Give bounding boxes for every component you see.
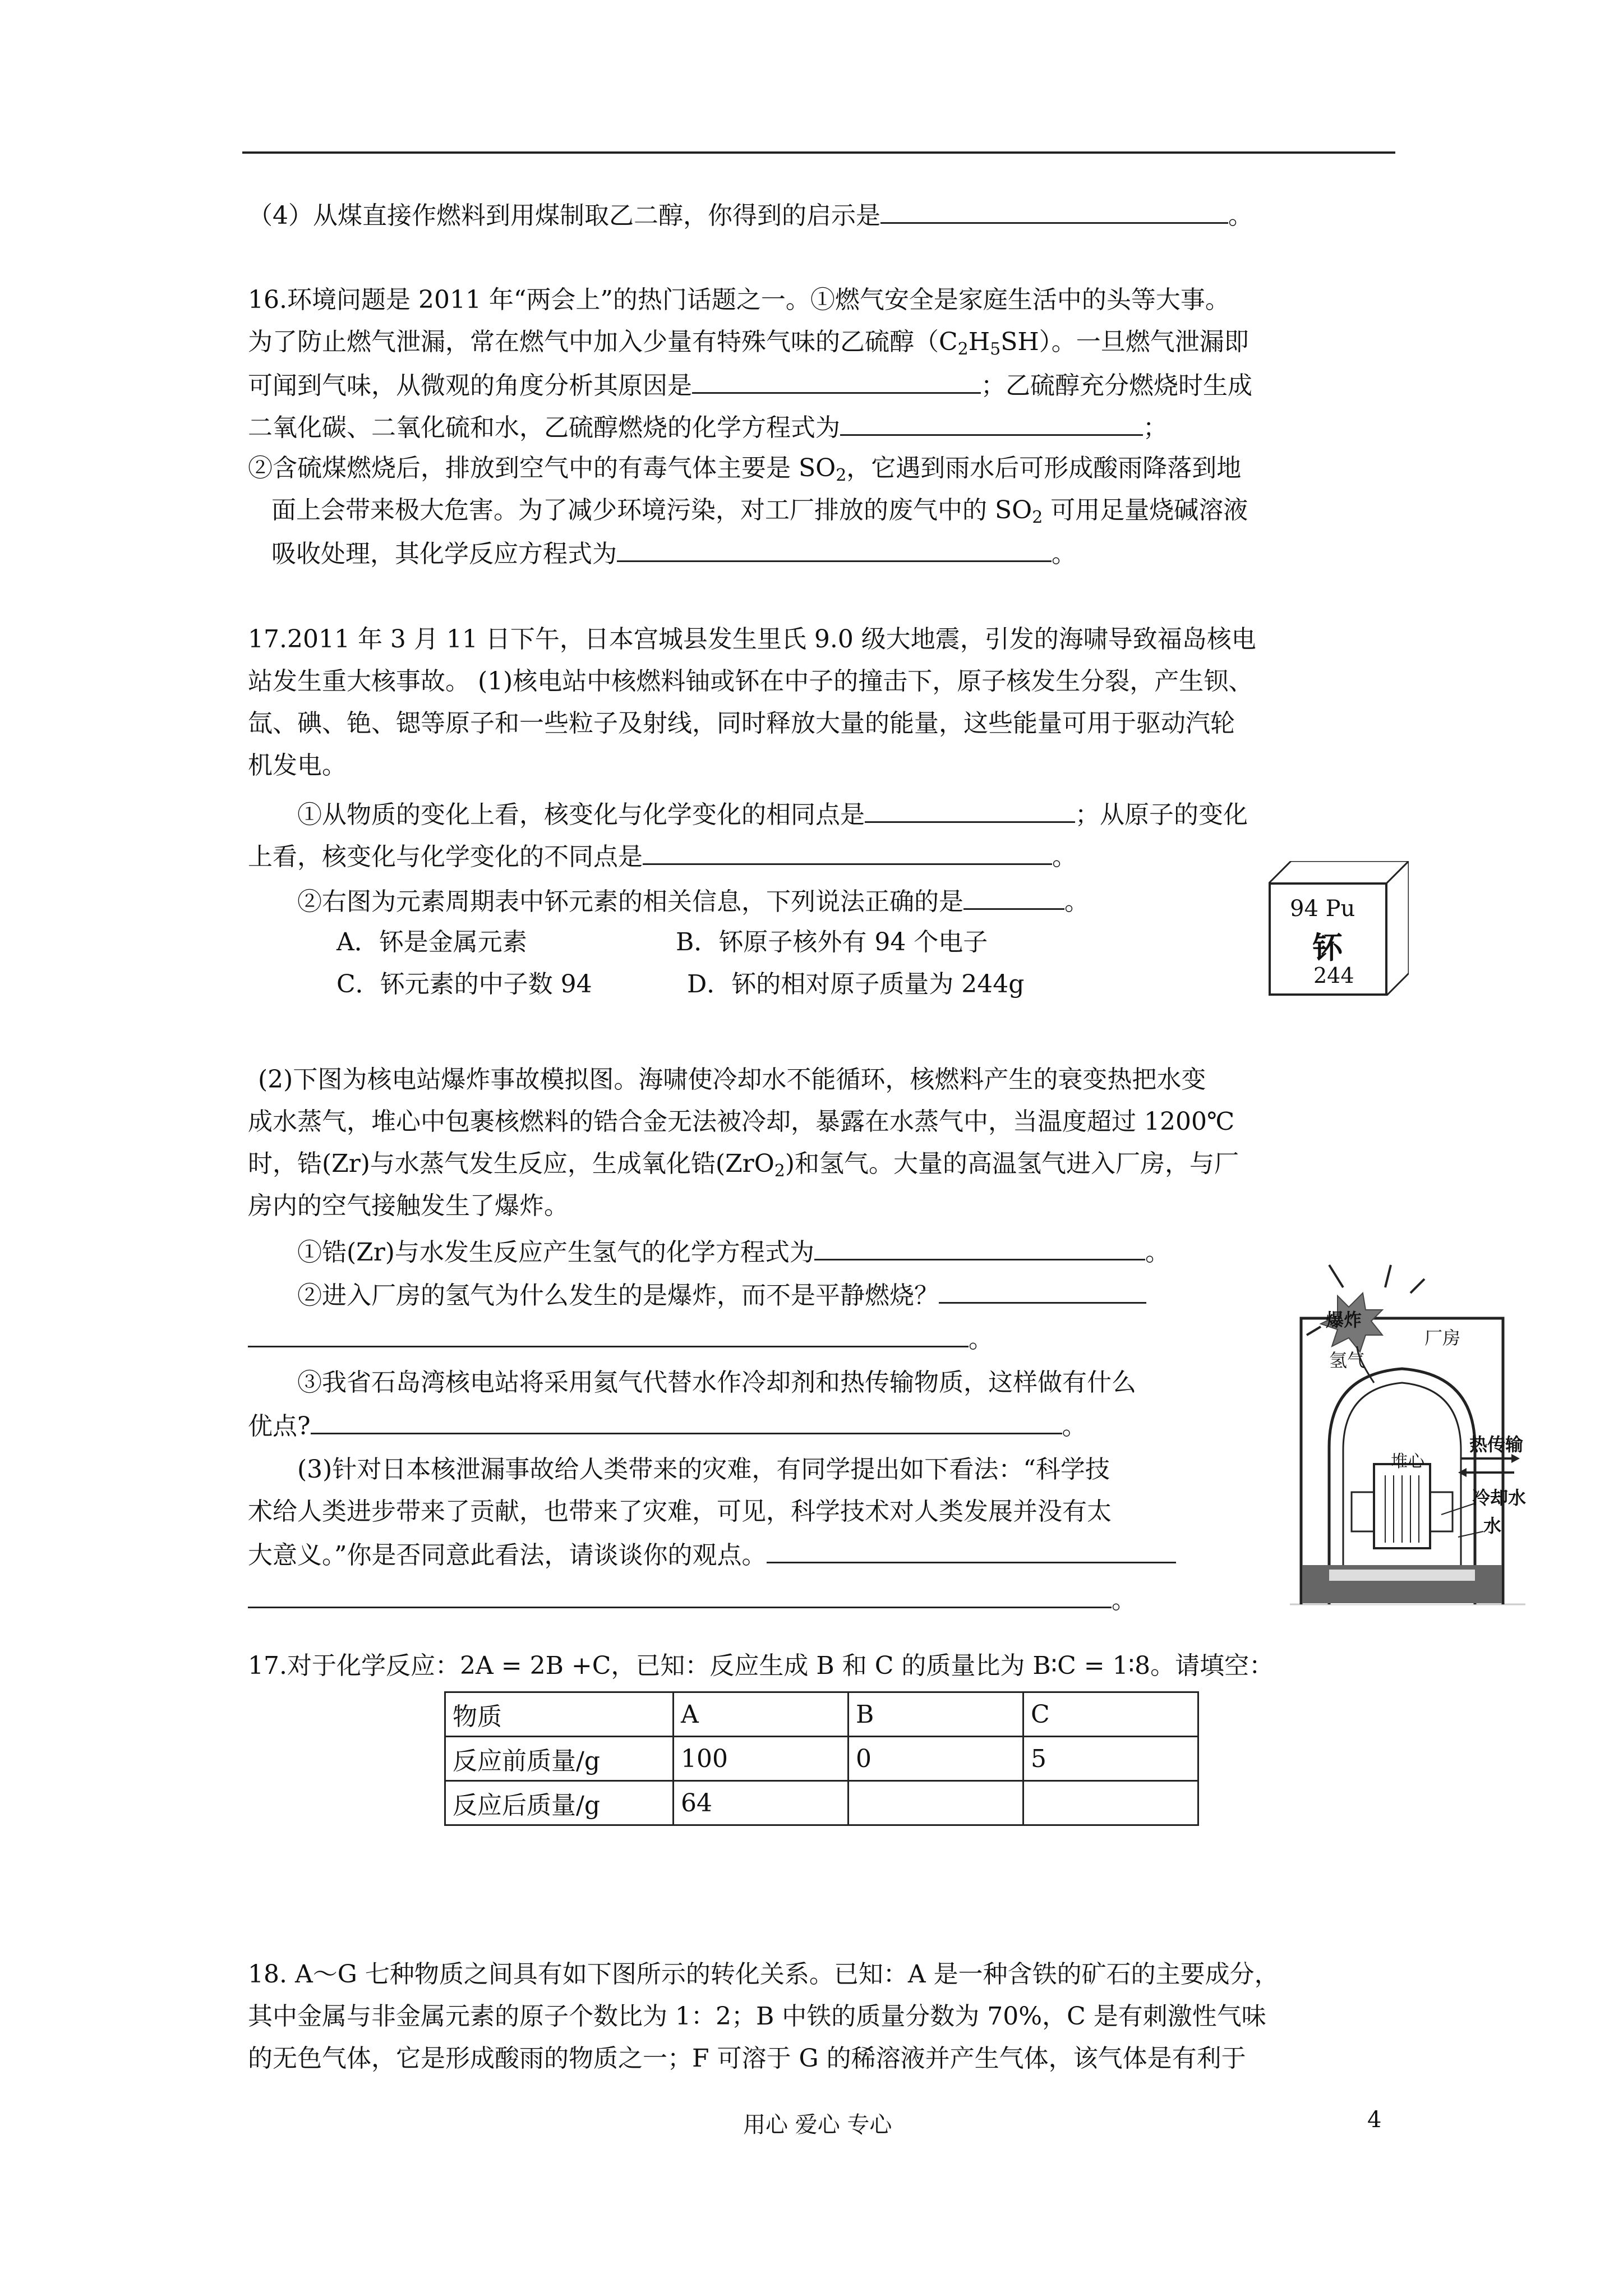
label-coolant-2: 水 <box>1483 1515 1502 1536</box>
text: 机发电。 <box>248 751 347 780</box>
q17-p2-q2 <box>297 1277 1146 1313</box>
text: 。 <box>1145 1238 1170 1267</box>
text: 可用足量烧碱溶液 <box>1043 496 1248 524</box>
plutonium-element-card <box>1269 861 1409 996</box>
text: )和氢气。大量的高温氢气进入厂房，与厂 <box>785 1149 1239 1178</box>
table-cell: 64 <box>674 1781 849 1825</box>
text: 氙、碘、铯、锶等原子和一些粒子及射线，同时释放大量的能量，这些能量可用于驱动汽轮 <box>248 709 1235 738</box>
q17-p2-line-1 <box>258 1063 1206 1097</box>
text: C．钚元素的中子数 94 <box>336 970 592 999</box>
text: 优点? <box>248 1412 311 1441</box>
subscript: 2 <box>774 1161 785 1181</box>
subscript: 2 <box>836 466 847 485</box>
text: 。 <box>1052 540 1076 568</box>
subscript: 5 <box>990 339 1001 359</box>
answer-blank[interactable] <box>767 1537 1176 1563</box>
text: ①从物质的变化上看，核变化与化学变化的相同点是 <box>297 800 865 829</box>
text: ①锆(Zr)与水发生反应产生氢气的化学方程式为 <box>297 1238 814 1267</box>
text: 16.环境问题是 2011 年“两会上”的热门话题之一。①燃气安全是家庭生活中的头等大事。 <box>248 286 1230 314</box>
answer-blank[interactable] <box>865 797 1075 823</box>
text: ；从原子的变化 <box>1075 800 1248 829</box>
text: 面上会带来极大危害。为了减少环境污染，对工厂排放的废气中的 SO <box>271 496 1032 524</box>
element-name: 钚 <box>1312 930 1343 965</box>
q17-option-d <box>687 968 1024 1001</box>
mass-table <box>444 1691 1199 1826</box>
label-coolant-1: 冷却水 <box>1472 1487 1527 1508</box>
text: ； <box>1143 413 1168 442</box>
q18-line-2 <box>248 2000 1266 2033</box>
table-cell-answer[interactable] <box>1023 1781 1198 1825</box>
q17-line-4 <box>248 749 347 783</box>
text: 其中金属与非金属元素的原子个数比为 1：2；B 中铁的质量分数为 70%，C 是有刺激性气味 <box>248 2002 1266 2031</box>
text: 的无色气体，它是形成酸雨的物质之一；F 可溶于 G 的稀溶液并产生气体，该气体是有利于 <box>248 2044 1246 2073</box>
header-rule <box>242 151 1395 154</box>
text: 17.对于化学反应：2A = 2B +C，已知：反应生成 B 和 C 的质量比为 B∶C = 1∶8。请填空： <box>248 1651 1274 1680</box>
q17b-stem <box>248 1649 1274 1683</box>
text: SH）。一旦燃气泄漏即 <box>1000 328 1249 356</box>
table-header-row <box>445 1692 1198 1737</box>
element-number-symbol: 94 Pu <box>1290 896 1355 922</box>
text: 术给人类进步带来了贡献，也带来了灾难，可见，科学技术对人类发展并没有太 <box>248 1497 1112 1526</box>
q17-p2-q3 <box>297 1366 1136 1400</box>
answer-blank[interactable] <box>814 1234 1145 1260</box>
q17-option-a <box>336 926 527 959</box>
text: 可闻到气味，从微观的角度分析其原因是 <box>248 371 692 400</box>
q17-line-6 <box>248 839 1077 874</box>
answer-blank[interactable] <box>643 839 1052 865</box>
label-plant: 厂房 <box>1424 1327 1461 1349</box>
table-cell: 0 <box>849 1737 1023 1781</box>
page-number: 4 <box>1367 2107 1382 2133</box>
table-cell: 反应后质量/g <box>445 1781 674 1825</box>
text: 二氧化碳、二氧化硫和水，乙硫醇燃烧的化学方程式为 <box>248 413 840 442</box>
text: 大意义。”你是否同意此看法，请谈谈你的观点。 <box>248 1541 767 1570</box>
text: 上看，核变化与化学变化的不同点是 <box>248 843 643 871</box>
q16-line-5 <box>248 452 1241 493</box>
label-heat-transfer: 热传输 <box>1469 1434 1524 1455</box>
q16-line-1 <box>248 283 1230 317</box>
answer-blank[interactable] <box>692 367 981 394</box>
answer-blank[interactable] <box>939 1277 1146 1304</box>
table-cell: 反应前质量/g <box>445 1737 674 1781</box>
answer-blank[interactable] <box>963 884 1064 910</box>
table-header-cell: C <box>1023 1692 1198 1737</box>
q17-p3-line-3 <box>248 1537 1176 1572</box>
text: 吸收处理，其化学反应方程式为 <box>271 540 617 568</box>
q17-p2-q3-cont <box>248 1408 1087 1443</box>
text: ，它遇到雨水后可形成酸雨降落到地 <box>846 454 1242 482</box>
subscript: 2 <box>957 339 969 359</box>
footer-motto: 用心 爱心 专心 <box>743 2112 892 2138</box>
table-header-cell: 物质 <box>445 1692 674 1737</box>
text: 。 <box>1052 843 1077 871</box>
text: 。 <box>1064 887 1089 916</box>
answer-blank[interactable] <box>248 1582 1112 1608</box>
answer-blank[interactable] <box>311 1408 1062 1434</box>
q16-line-3 <box>248 367 1252 403</box>
text: A．钚是金属元素 <box>336 928 527 956</box>
text: ；乙硫醇充分燃烧时生成 <box>981 371 1252 400</box>
text: D．钚的相对原子质量为 244g <box>687 970 1025 999</box>
q18-line-1 <box>248 1958 1279 1991</box>
q17-option-b <box>676 926 988 959</box>
punct: 。 <box>1228 201 1253 230</box>
q18-line-3 <box>248 2042 1246 2076</box>
table-row <box>445 1781 1198 1825</box>
q17-line-5 <box>297 797 1248 832</box>
table-row <box>445 1737 1198 1781</box>
q17-line-1 <box>248 623 1256 656</box>
q17-p2-q2-cont <box>248 1321 993 1356</box>
element-mass: 244 <box>1313 963 1354 988</box>
q17-line-7 <box>297 884 1089 919</box>
text: ②右图为元素周期表中钚元素的相关信息，下列说法正确的是 <box>297 887 963 916</box>
text: (2)下图为核电站爆炸事故模拟图。海啸使冷却水不能循环，核燃料产生的衰变热把水变 <box>258 1065 1206 1094</box>
text: 17.2011 年 3 月 11 日下午，日本宫城县发生里氏 9.0 级大地震，引发的海啸导致福岛核电 <box>248 625 1256 654</box>
q16-line-2 <box>248 325 1249 366</box>
nuclear-plant-diagram <box>1290 1262 1525 1616</box>
text: 。 <box>1062 1412 1087 1441</box>
text: B．钚原子核外有 94 个电子 <box>676 928 988 956</box>
q17-p3-line-4 <box>248 1582 1136 1617</box>
text: 为了防止燃气泄漏，常在燃气中加入少量有特殊气味的乙硫醇（C <box>248 328 958 356</box>
text: 。 <box>1112 1586 1136 1614</box>
text: 成水蒸气，堆心中包裹核燃料的锆合金无法被冷却，暴露在水蒸气中，当温度超过 1200℃ <box>248 1107 1235 1136</box>
q17-p3-line-1 <box>297 1453 1110 1487</box>
text: 18. A～G 七种物质之间具有如下图所示的转化关系。已知：A 是一种含铁的矿石的主要成分， <box>248 1960 1279 1989</box>
text: 。 <box>969 1325 993 1354</box>
q17-p2-line-3 <box>248 1147 1239 1188</box>
q17-line-3 <box>248 707 1235 740</box>
answer-blank[interactable] <box>880 197 1228 224</box>
q17-p3-line-2 <box>248 1495 1112 1529</box>
text: 站发生重大核事故。 (1)核电站中核燃料铀或钚在中子的撞击下，原子核发生分裂，产生钡、 <box>248 667 1253 696</box>
q16-line-7 <box>271 536 1076 571</box>
q16-line-4 <box>248 409 1168 445</box>
table-header-cell: B <box>849 1692 1023 1737</box>
text: ③我省石岛湾核电站将采用氦气代替水作冷却剂和热传输物质，这样做有什么 <box>297 1368 1136 1397</box>
q17-p2-line-4 <box>248 1189 569 1223</box>
q17-line-2 <box>248 665 1253 698</box>
text: H <box>968 328 990 356</box>
text: ②含硫煤燃烧后，排放到空气中的有毒气体主要是 SO <box>248 454 836 482</box>
label-hydrogen: 氢气 <box>1329 1350 1366 1371</box>
text: ②进入厂房的氢气为什么发生的是爆炸，而不是平静燃烧？ <box>297 1281 939 1310</box>
label-explode: 爆炸 <box>1326 1309 1362 1331</box>
table-cell-answer[interactable] <box>849 1781 1023 1825</box>
text: (3)针对日本核泄漏事故给人类带来的灾难，有同学提出如下看法：“科学技 <box>297 1455 1110 1484</box>
q15-part4 <box>248 197 1253 233</box>
table-header-cell: A <box>674 1692 849 1737</box>
text: 房内的空气接触发生了爆炸。 <box>248 1191 569 1220</box>
answer-blank[interactable] <box>248 1321 969 1347</box>
answer-blank[interactable] <box>840 409 1143 436</box>
q17-p2-line-2 <box>248 1105 1234 1139</box>
table-cell: 5 <box>1023 1737 1198 1781</box>
label-core: 堆心 <box>1391 1452 1424 1471</box>
q15-part4-text: （4）从煤直接作燃料到用煤制取乙二醇，你得到的启示是 <box>248 201 880 230</box>
text: 时，锆(Zr)与水蒸气发生反应，生成氧化锆(ZrO <box>248 1149 774 1178</box>
answer-blank[interactable] <box>617 536 1052 562</box>
q16-line-6 <box>271 494 1248 535</box>
table-cell: 100 <box>674 1737 849 1781</box>
subscript: 2 <box>1032 508 1043 527</box>
q17-p2-q1 <box>297 1234 1170 1269</box>
q17-option-c <box>336 968 592 1001</box>
